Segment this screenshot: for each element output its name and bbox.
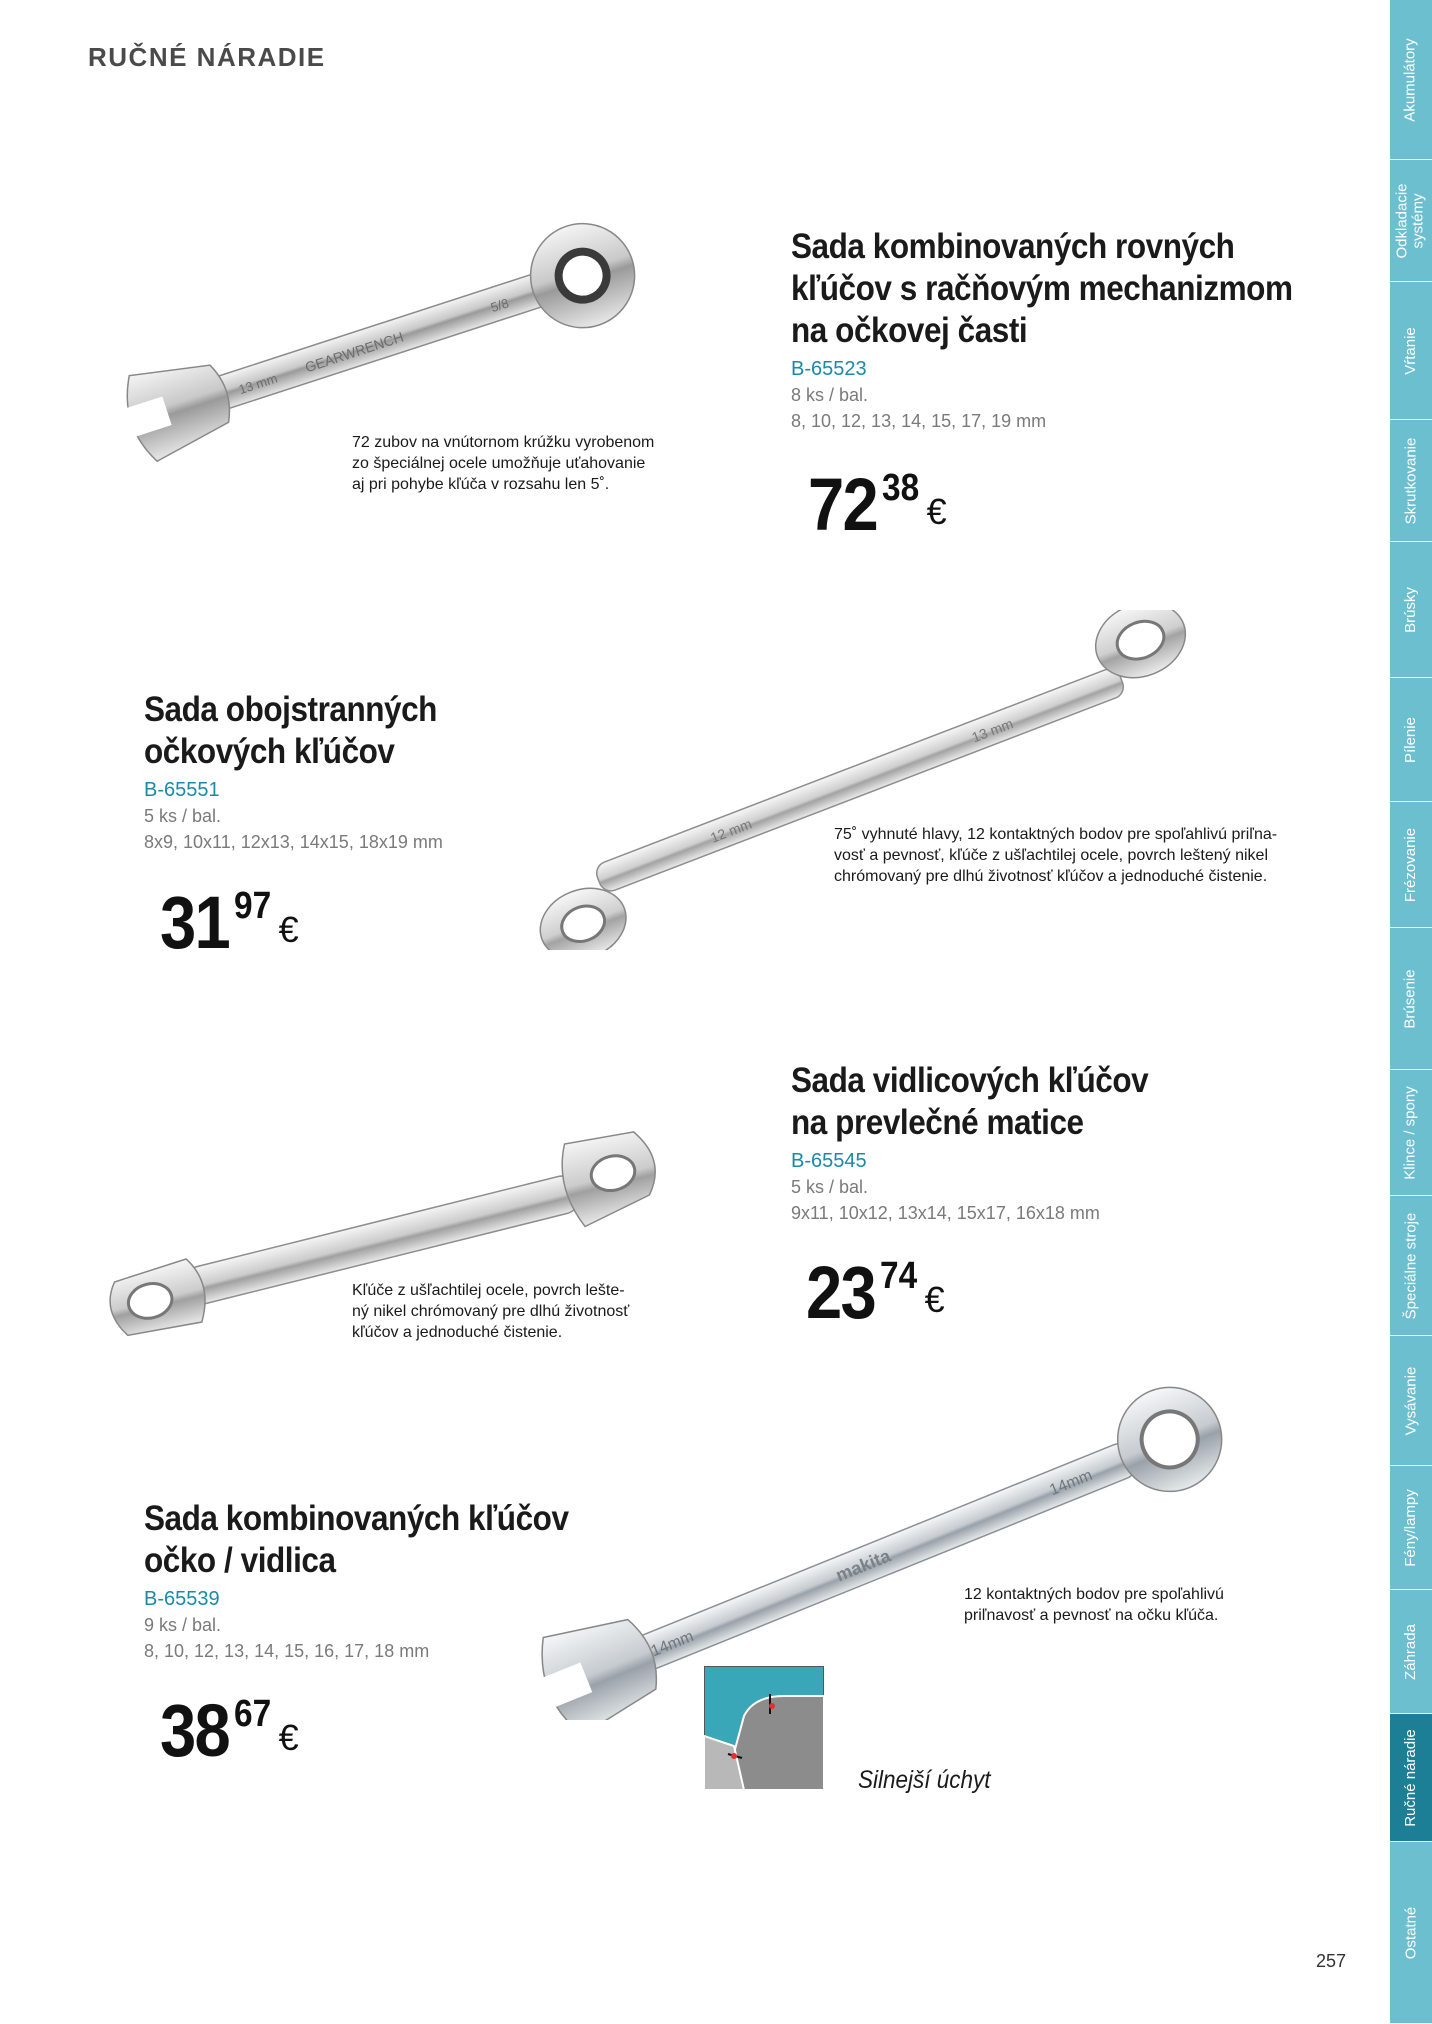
tab-specialne-stroje[interactable]: Špeciálne stroje	[1390, 1196, 1432, 1336]
product-pack: 5 ks / bal.	[144, 806, 222, 826]
wrench-brand-marking: GEARWRENCH	[303, 328, 406, 376]
product-sizes: 8, 10, 12, 13, 14, 15, 17, 19 mm	[791, 411, 1047, 431]
tab-odkladacie-systemy[interactable]: Odkladacie systémy	[1390, 160, 1432, 282]
wrench-size-marking: 5/8	[488, 295, 511, 316]
category-sidebar	[1390, 0, 1432, 2024]
product-code: B-65539	[144, 1588, 220, 1610]
wrench-size-marking: 13 mm	[236, 370, 280, 398]
tab-rucne-naradie[interactable]: Ručné náradie	[1390, 1714, 1432, 1842]
tab-frezovanie[interactable]: Frézovanie	[1390, 802, 1432, 928]
tab-vysavanie[interactable]: Vysávanie	[1390, 1336, 1432, 1466]
price: 72 38€	[808, 463, 947, 546]
product-pack: 9 ks / bal.	[144, 1615, 222, 1635]
combination-wrench-image	[500, 1380, 1260, 1720]
page-number: 257	[1316, 1951, 1347, 1971]
product-title: Sada obojstranných očkových kľúčov	[144, 690, 437, 771]
tab-ostatne[interactable]: Ostatné	[1390, 1842, 1432, 2024]
tab-brusky[interactable]: Brúsky	[1390, 542, 1432, 678]
offset-box-wrench-image	[500, 610, 1220, 950]
wrench-size-marking: 12 mm	[708, 815, 754, 846]
wrench-size-marking: 14mm	[1047, 1466, 1095, 1500]
product-block-1	[791, 226, 1351, 434]
wrench-size-marking: 14mm	[648, 1627, 697, 1661]
product-code: B-65523	[791, 358, 867, 380]
product-pack: 8 ks / bal.	[791, 385, 869, 405]
tab-brusenie[interactable]: Brúsenie	[1390, 928, 1432, 1070]
tab-akumulatory[interactable]: Akumulátory	[1390, 0, 1432, 160]
product-title: Sada kombinovaných kľúčov očko / vidlica	[144, 1499, 569, 1580]
product-note: 72 zubov na vnútornom krúžku vyrobenom zo špeciálnej ocele umožňuje uťahovanie aj pri pohybe kľúča v rozsahu len 5˚.	[352, 434, 655, 493]
price: 23 74€	[806, 1251, 945, 1334]
product-sizes: 8x9, 10x11, 12x13, 14x15, 18x19 mm	[144, 832, 443, 852]
tab-klince-spony[interactable]: Klince / spony	[1390, 1070, 1432, 1196]
tab-zahrada[interactable]: Záhrada	[1390, 1590, 1432, 1714]
product-sizes: 9x11, 10x12, 13x14, 15x17, 16x18 mm	[791, 1203, 1100, 1223]
product-note: Kľúče z ušľachtilej ocele, povrch lešte- ný nikel chrómovaný pre dlhú životnosť kľúčov a jednoduché čistenie.	[352, 1282, 630, 1341]
grip-label: Silnejší úchyt	[858, 1766, 991, 1794]
tab-skrutkovanie[interactable]: Skrutkovanie	[1390, 420, 1432, 542]
product-code: B-65545	[791, 1150, 867, 1172]
tab-vrtanie[interactable]: Vŕtanie	[1390, 282, 1432, 420]
tab-pilenie[interactable]: Pílenie	[1390, 678, 1432, 802]
price: 31 97€	[160, 881, 299, 964]
product-sizes: 8, 10, 12, 13, 14, 15, 16, 17, 18 mm	[144, 1641, 430, 1661]
product-pack: 5 ks / bal.	[791, 1177, 869, 1197]
product-title: Sada vidlicových kľúčov na prevlečné matice	[791, 1061, 1149, 1142]
wrench-brand-marking: makita	[832, 1545, 894, 1586]
product-block-3	[791, 1060, 1351, 1226]
price: 38 67€	[160, 1689, 299, 1772]
product-code: B-65551	[144, 779, 220, 801]
wrench-size-marking: 13 mm	[969, 715, 1016, 746]
grip-diagram-image	[704, 1666, 824, 1790]
product-note: 12 kontaktných bodov pre spoľahlivú priľnavosť a pevnosť na očku kľúča.	[964, 1586, 1224, 1624]
product-title: Sada kombinovaných rovných kľúčov s račňovým mechanizmom na očkovej časti	[791, 227, 1293, 350]
tab-feny-lampy[interactable]: Fény/lampy	[1390, 1466, 1432, 1590]
product-note: 75˚ vyhnuté hlavy, 12 kontaktných bodov pre spoľahlivú priľna- vosť a pevnosť, kľúče z ušľachtilej ocele, povrch leštený nikel chrómovaný pre dlhú životnosť kľúčov a jednoduché čistenie.	[834, 826, 1278, 885]
section-title: RUČNÉ NÁRADIE	[88, 42, 326, 72]
